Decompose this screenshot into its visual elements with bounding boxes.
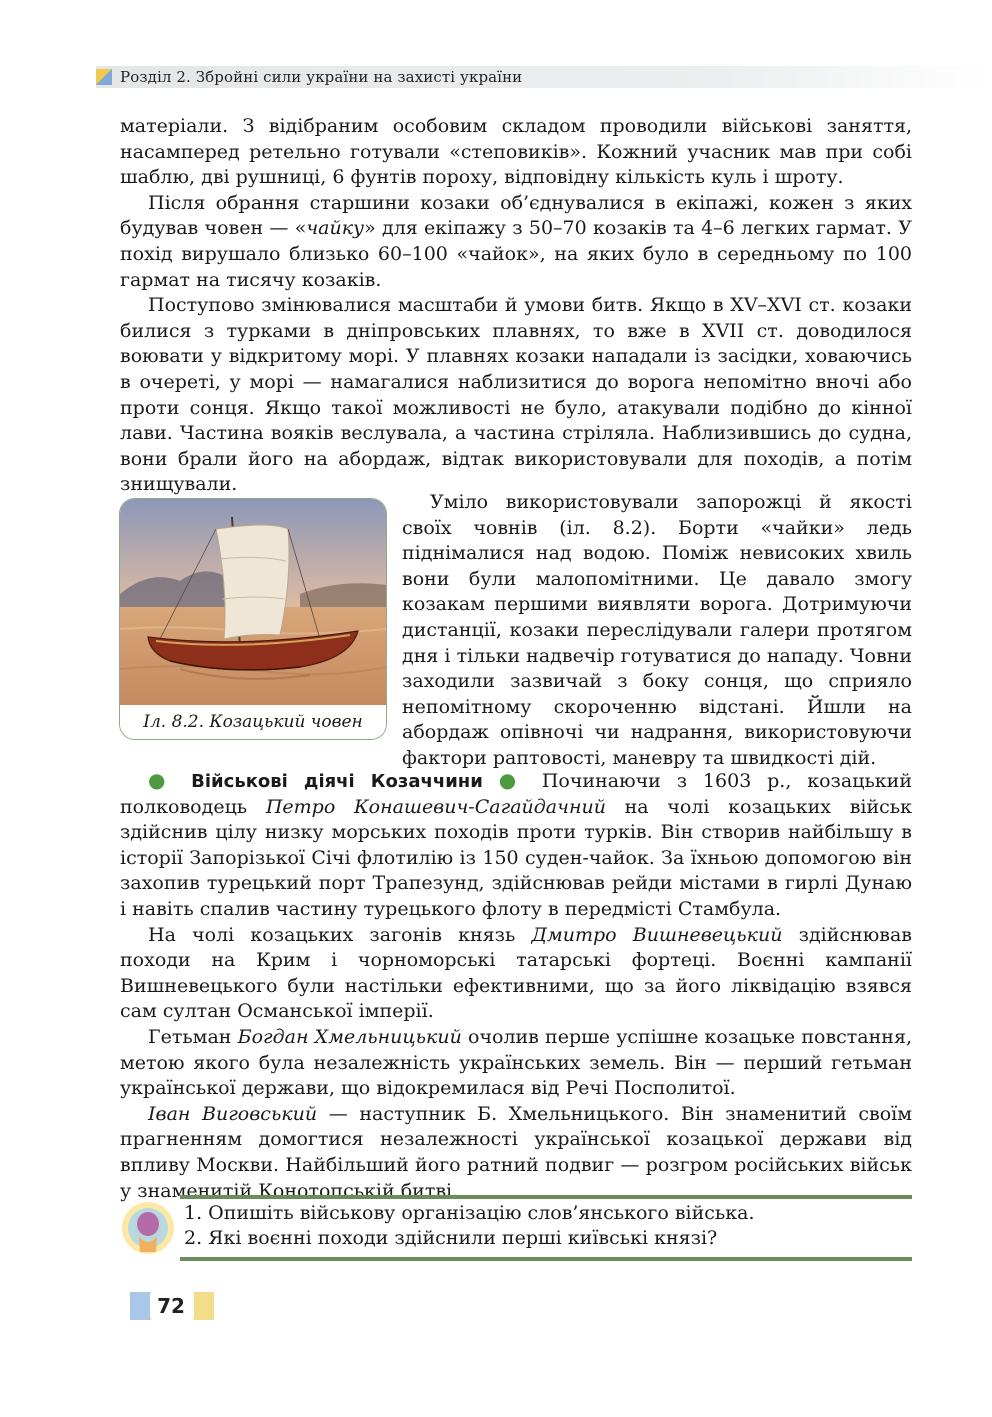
boat-painting [120, 499, 386, 705]
paragraph-2: Після обрання старшини козаки об’єднувалися в екіпажі, кожен з яких будував човен — «чайку» для екіпажу з 50–70 козаків та 4–6 легких гармат. У похід вирушало близько 60–100 «чайок», на яких було в середньому по 100 гармат на тисячу козаків. [120, 191, 912, 291]
bullet-dot-icon: ● [498, 768, 526, 792]
paragraph-8: Іван Виговський — наступник Б. Хмельницького. Він знаменитий своїм прагненням домогтися незалежності української козацької держави від впливу Москви. Найбільший його ратний подвиг — розгром російських військ у знаменитій Конотопській битві. [120, 1102, 912, 1202]
paragraph-6: На чолі козацьких загонів князь Дмитро Вишневецький здійснював походи на Крим і чорноморські татарські фортеці. Воєнні кампанії Вишневецького були настільки ефективними, що за його ліквідацію взявся сам султан Османської імперії. [120, 923, 912, 1023]
questions-box [180, 1195, 912, 1261]
question-2: 2. Які воєнні походи здійснили перші київські князі? [184, 1227, 718, 1249]
body-text-side [402, 490, 912, 772]
body-text-bottom [120, 768, 912, 1204]
paragraph-5: ● Військові діячі Козаччини ● Починаючи з 1603 р., козацький полководець Петро Конашевич-Сагайдачний на чолі козацьких військ здійснив цілу низку морських походів проти турків. Він створив найбільшу в історії Запорізької Січі флотилію із 150 суден-чайок. За їхньою допомогою він захопив турецький порт Трапезунд, здійснював рейди містами в гирлі Дунаю і навіть спалив частину турецького флоту в передмісті Стамбула. [120, 768, 912, 920]
page-number: 72 [157, 1294, 185, 1318]
paragraph-3: Поступово змінювалися масштаби й умови битв. Якщо в XV–XVI ст. козаки билися з турками в дніпровських плавнях, то вже в XVII ст. доводилося воювати у відкритому морі. У плавнях козаки нападали із засідки, ховаючись в очереті, у морі — намагалися наблизитися до ворога непомітно вночі або проти сонця. Якщо такої можливості не було, атакували подібно до кінної лави. Частина вояків веслувала, а частина стріляла. Наблизившись до судна, вони брали його на абордаж, відтак використовували для походів, а потім знищували. [120, 294, 912, 496]
figure-caption: Іл. 8.2. Козацький човен [120, 705, 386, 739]
illustration-cossack-boat [119, 498, 387, 740]
section-heading: Військові діячі Козаччини [191, 771, 483, 792]
questions-head-icon [118, 1200, 178, 1256]
body-text-top [120, 114, 912, 498]
bullet-dot-icon: ● [148, 768, 176, 792]
chapter-title: Розділ 2. Збройні сили україни на захисті україни [120, 68, 523, 86]
paragraph-7: Гетьман Богдан Хмельницький очолив перше успішне козацьке повстання, метою якого була незалежність українських земель. Він — перший гетьман української держави, що відокремилася від Речі Посполитої. [120, 1025, 912, 1100]
question-1: 1. Опишіть військову організацію слов’янського війська. [184, 1202, 755, 1224]
paragraph-1: матеріали. З відібраним особовим складом проводили військові заняття, насамперед ретельно готували «степовиків». Кожний учасник мав при собі шаблю, дві рушниці, 6 фунтів пороху, відповідну кількість куль і шроту. [120, 115, 912, 189]
paragraph-4: Уміло використовували запорожці й якості своїх човнів (іл. 8.2). Борти «чайки» ледь піднімалися над водою. Поміж невисоких хвиль вони були малопомітними. Це давало змогу козакам першими виявляти ворога. Дотримуючи дистанції, козаки переслідували галери протягом дня і тільки надвечір готуватися до нападу. Човни заходили зазвичай з боку сонця, що сприяло непомітному скороченню відстані. Йшли на абордаж опівночі чи надрання, використовуючи фактори раптовості, маневру та швидкості дій. [402, 491, 912, 769]
header-marker-icon [96, 69, 112, 85]
